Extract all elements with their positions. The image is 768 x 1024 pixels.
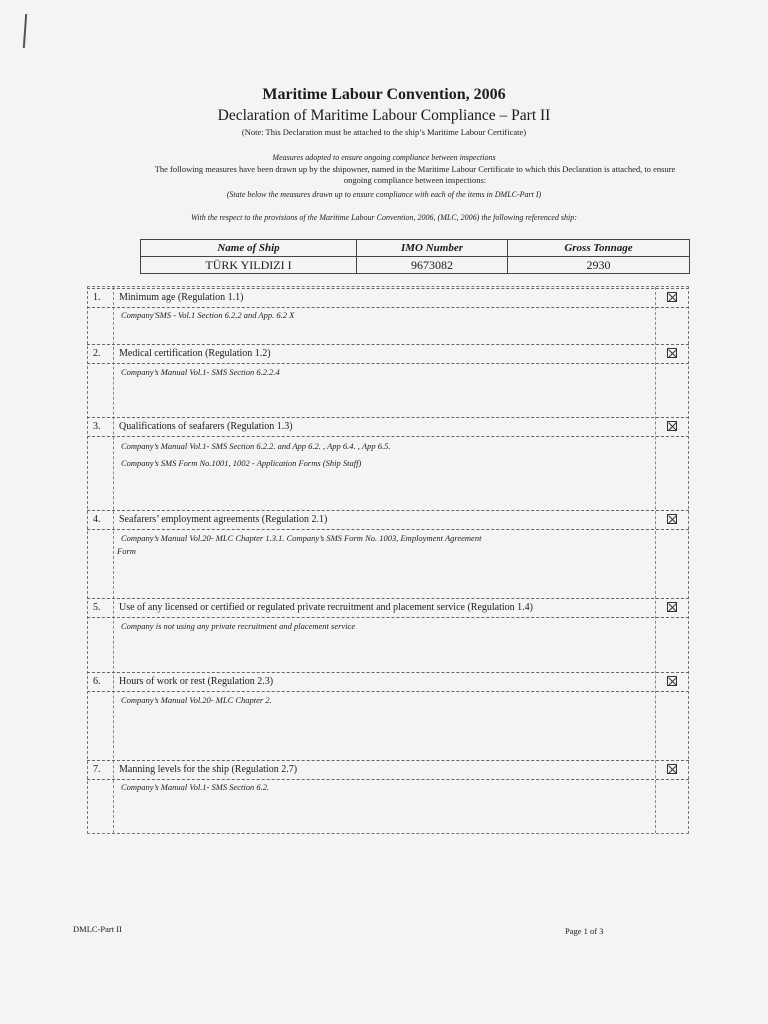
pen-mark: [23, 14, 27, 48]
item-detail: Company’s Manual Vol.1- SMS Section 6.2.2.4: [121, 367, 280, 377]
frame-divider-number: [113, 287, 114, 833]
ship-table: [140, 239, 690, 274]
imo-number-header: IMO Number: [357, 240, 508, 257]
checked-box-icon[interactable]: [667, 676, 677, 686]
measure-item-header: [87, 510, 689, 530]
ship-table-header-row: [141, 240, 690, 257]
item-label: Qualifications of seafarers (Regulation 1.3): [119, 421, 293, 432]
checked-box-icon[interactable]: [667, 602, 677, 612]
measure-item-header: [87, 417, 689, 437]
gross-tonnage-value: 2930: [508, 257, 690, 274]
item-number: 1.: [93, 292, 101, 303]
item-detail: Company’s Manual Vol.1- SMS Section 6.2.: [121, 782, 270, 792]
item-detail: Company'SMS - Vol.1 Section 6.2.2 and App. 6.2 X: [121, 310, 295, 320]
item-number: 2.: [93, 348, 101, 359]
item-label: Medical certification (Regulation 1.2): [119, 348, 271, 359]
ship-table-value-row: [141, 257, 690, 274]
respect-line: With the respect to the provisions of the Maritime Labour Convention, 2006, (MLC, 2006) the following referenced ship:: [191, 213, 577, 222]
item-detail: Company’s Manual Vol.20- MLC Chapter 2.: [121, 695, 272, 705]
measure-item: [87, 417, 689, 468]
item-detail: Company’s Manual Vol.20- MLC Chapter 1.3.1. Company’s SMS Form No. 1003, Employment Agreement: [121, 533, 482, 543]
item-number: 4.: [93, 514, 101, 525]
imo-number-value: 9673082: [357, 257, 508, 274]
measure-item-header: [87, 760, 689, 780]
ship-name-value: TÜRK YILDIZI I: [141, 257, 357, 274]
checked-box-icon[interactable]: [667, 764, 677, 774]
measure-item-header: [87, 288, 689, 308]
measure-item: [87, 288, 689, 320]
measure-item-header: [87, 598, 689, 618]
item-detail: Company’s SMS Form No.1001, 1002 - Application Forms (Ship Staff): [121, 458, 362, 468]
document-title: Maritime Labour Convention, 2006: [262, 86, 506, 103]
item-label: Minimum age (Regulation 1.1): [119, 292, 244, 303]
footer-page-number: Page 1 of 3: [565, 926, 604, 936]
intro-text: The following measures have been drawn up by the shipowner, named in the Maritime Labour Certificate to which this Declaration is attached, to ensure ongoing compliance between inspections:: [154, 164, 676, 185]
measure-item: [87, 672, 689, 705]
measure-item: [87, 598, 689, 631]
checked-box-icon[interactable]: [667, 292, 677, 302]
checked-box-icon[interactable]: [667, 348, 677, 358]
measure-item: [87, 510, 689, 556]
item-number: 3.: [93, 421, 101, 432]
state-instruction: (State below the measures drawn up to ensure compliance with each of the items in DMLC-Part I): [226, 190, 542, 199]
measure-item: [87, 344, 689, 377]
measure-item-header: [87, 344, 689, 364]
item-label: Seafarers’ employment agreements (Regulation 2.1): [119, 514, 328, 525]
gross-tonnage-header: Gross Tonnage: [508, 240, 690, 257]
item-number: 5.: [93, 602, 101, 613]
frame-divider-checkbox: [655, 287, 656, 833]
measure-item: [87, 760, 689, 792]
footer-document-code: DMLC-Part II: [73, 924, 122, 934]
item-number: 6.: [93, 676, 101, 687]
item-detail: Company is not using any private recruitment and placement service: [121, 621, 356, 631]
checked-box-icon[interactable]: [667, 514, 677, 524]
item-label: Hours of work or rest (Regulation 2.3): [119, 676, 274, 687]
ship-name-header: Name of Ship: [141, 240, 357, 257]
checked-box-icon[interactable]: [667, 421, 677, 431]
document-subtitle: Declaration of Maritime Labour Compliance – Part II: [217, 107, 551, 124]
attachment-note: (Note: This Declaration must be attached to the ship’s Maritime Labour Certificate): [241, 127, 527, 137]
item-detail: Form: [117, 546, 136, 556]
item-detail: Company’s Manual Vol.1- SMS Section 6.2.2. and App 6.2. , App 6.4. , App 6.5.: [121, 441, 391, 451]
item-label: Manning levels for the ship (Regulation 2.7): [119, 764, 298, 775]
item-label: Use of any licensed or certified or regulated private recruitment and placement service (Regulation 1.4): [119, 602, 533, 613]
measures-heading: Measures adopted to ensure ongoing compliance between inspections: [272, 153, 496, 162]
measure-item-header: [87, 672, 689, 692]
item-number: 7.: [93, 764, 101, 775]
